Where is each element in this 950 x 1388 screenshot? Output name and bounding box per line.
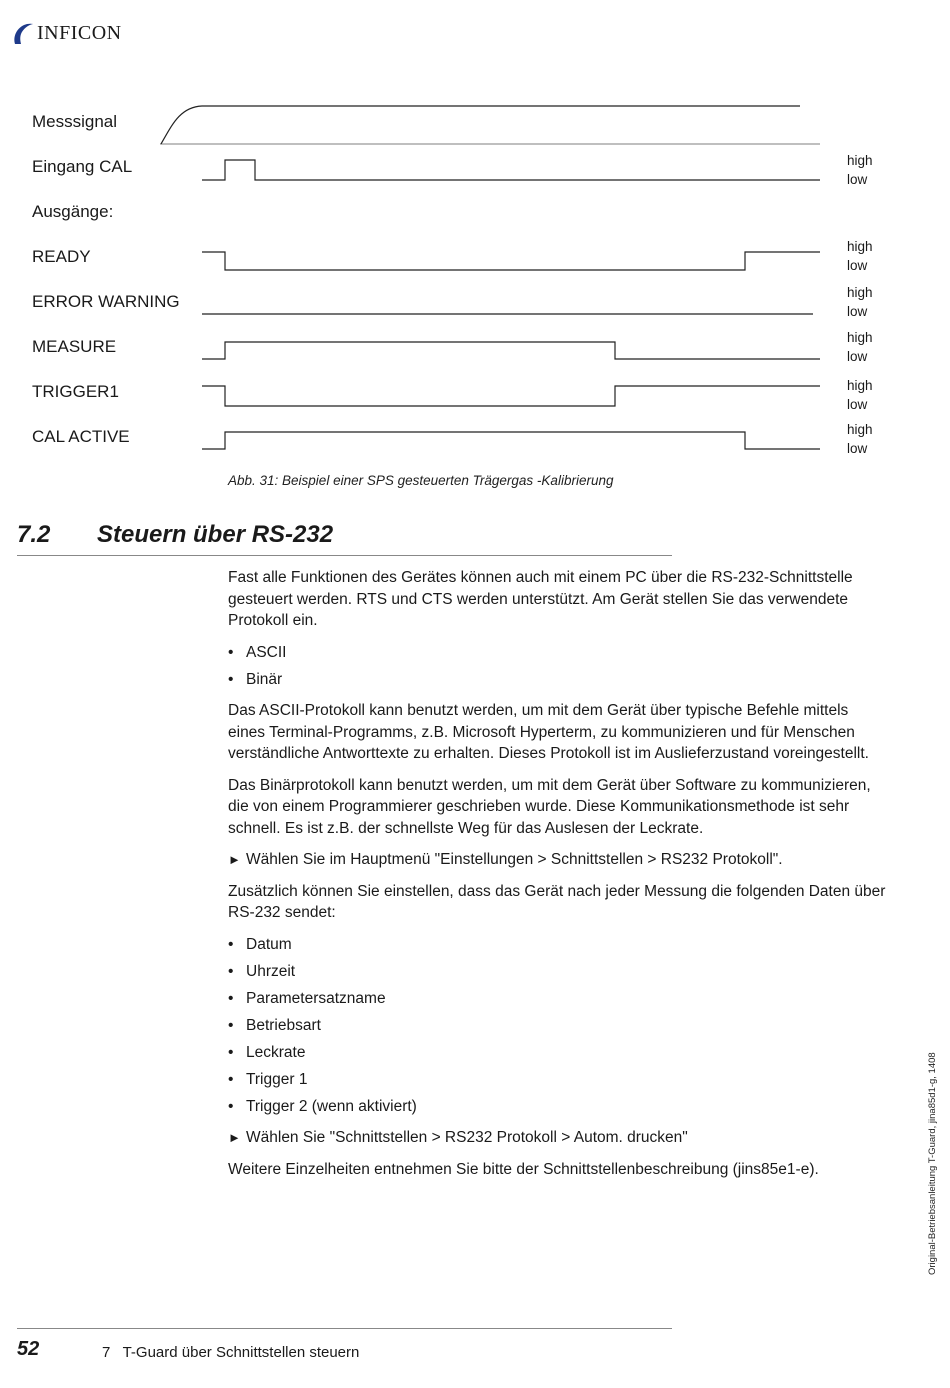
level-labels-ready: high low [847, 239, 873, 273]
list-item: • Parametersatzname [228, 988, 888, 1010]
section-title: Steuern über RS-232 [97, 521, 334, 548]
paragraph: Weitere Einzelheiten entnehmen Sie bitte der Schnittstellenbeschreibung (jins85e1-e). [228, 1160, 819, 1178]
list-item: • Uhrzeit [228, 961, 888, 983]
signal-label-trigger1: TRIGGER1 [32, 382, 119, 401]
protocol-list [228, 642, 888, 691]
list-item: • Trigger 1 [228, 1069, 888, 1091]
paragraph: Zusätzlich können Sie einstellen, dass das Gerät nach jeder Messung die folgenden Daten über RS-232 sendet: [228, 882, 886, 921]
data-list [228, 934, 888, 1118]
footer-chapter: 7 T-Guard über Schnittstellen steuern [102, 1344, 360, 1361]
paragraph: Das Binärprotokoll kann benutzt werden, um mit dem Gerät über Software zu kommunizieren, die von einem Programmierer geschrieben wurde. Diese Kommunikationsmethode ist sehr schnell. Es ist z.B. der schnellste Weg für das Auslesen der Leckrate. [228, 776, 871, 837]
level-labels-eingang-cal: high low [847, 153, 873, 187]
page-number: 52 [17, 1338, 40, 1360]
signal-label-messsignal: Messsignal [32, 112, 118, 131]
waveform-ready [202, 252, 820, 270]
section-number: 7.2 [17, 521, 51, 548]
signal-label-error-warning: ERROR WARNING [32, 292, 180, 311]
list-item: • ASCII [228, 642, 888, 664]
waveform-eingang-cal [202, 160, 820, 180]
figure-caption: Abb. 31: Beispiel einer SPS gesteuerten Trägergas -Kalibrierung [228, 473, 614, 488]
list-item: • Datum [228, 934, 888, 956]
list-item: • Trigger 2 (wenn aktiviert) [228, 1096, 888, 1118]
footer-divider [17, 1328, 672, 1329]
brand-name: INFICON [37, 21, 122, 44]
signal-label-ready: READY [32, 247, 91, 266]
inficon-logo-icon [12, 21, 34, 45]
waveform-messsignal [160, 106, 820, 144]
paragraph: Das ASCII-Protokoll kann benutzt werden, um mit dem Gerät über typische Befehle mittels eines Terminal-Programms, z.B. Microsoft Hyperterm, zu kommunizieren und für Menschen verständliche Antworttexte zu erhalten. Dieses Protokoll ist im Auslieferzustand voreingestellt. [228, 702, 869, 762]
level-labels-trigger1: high low [847, 378, 873, 412]
inficon-logo [12, 20, 122, 46]
section-heading [17, 521, 672, 556]
signal-label-measure: MEASURE [32, 337, 117, 356]
triangle-right-icon: ► [228, 852, 241, 867]
action-step: ► Wählen Sie "Schnittstellen > RS232 Protokoll > Autom. drucken" [228, 1127, 888, 1149]
level-labels-measure: high low [847, 330, 873, 364]
list-item: • Betriebsart [228, 1015, 888, 1037]
waveforms [0, 90, 950, 470]
level-labels-error-warning: high low [847, 285, 873, 319]
level-labels-cal-active: high low [847, 422, 873, 456]
section-body [228, 567, 888, 1190]
waveform-measure [202, 342, 820, 359]
side-document-id: Original-Betriebsanleitung T-Guard, jina85d1-g, 1408 [927, 1052, 938, 1275]
waveform-trigger1 [202, 386, 820, 406]
signal-label-cal-active: CAL ACTIVE [32, 427, 130, 446]
signal-label-ausgaenge: Ausgänge: [32, 202, 114, 221]
action-step: ► Wählen Sie im Hauptmenü "Einstellungen > Schnittstellen > RS232 Protokoll". [228, 849, 888, 871]
paragraph: Fast alle Funktionen des Gerätes können auch mit einem PC über die RS-232-Schnittstelle gesteuert werden. RTS und CTS werden unterstützt. Am Gerät stellen Sie das verwendete Protokoll ein. [228, 569, 853, 629]
signal-label-eingang-cal: Eingang CAL [32, 157, 133, 176]
timing-diagram [0, 90, 950, 470]
triangle-right-icon: ► [228, 1130, 241, 1145]
waveform-cal-active [202, 432, 820, 449]
list-item: • Binär [228, 669, 888, 691]
list-item: • Leckrate [228, 1042, 888, 1064]
